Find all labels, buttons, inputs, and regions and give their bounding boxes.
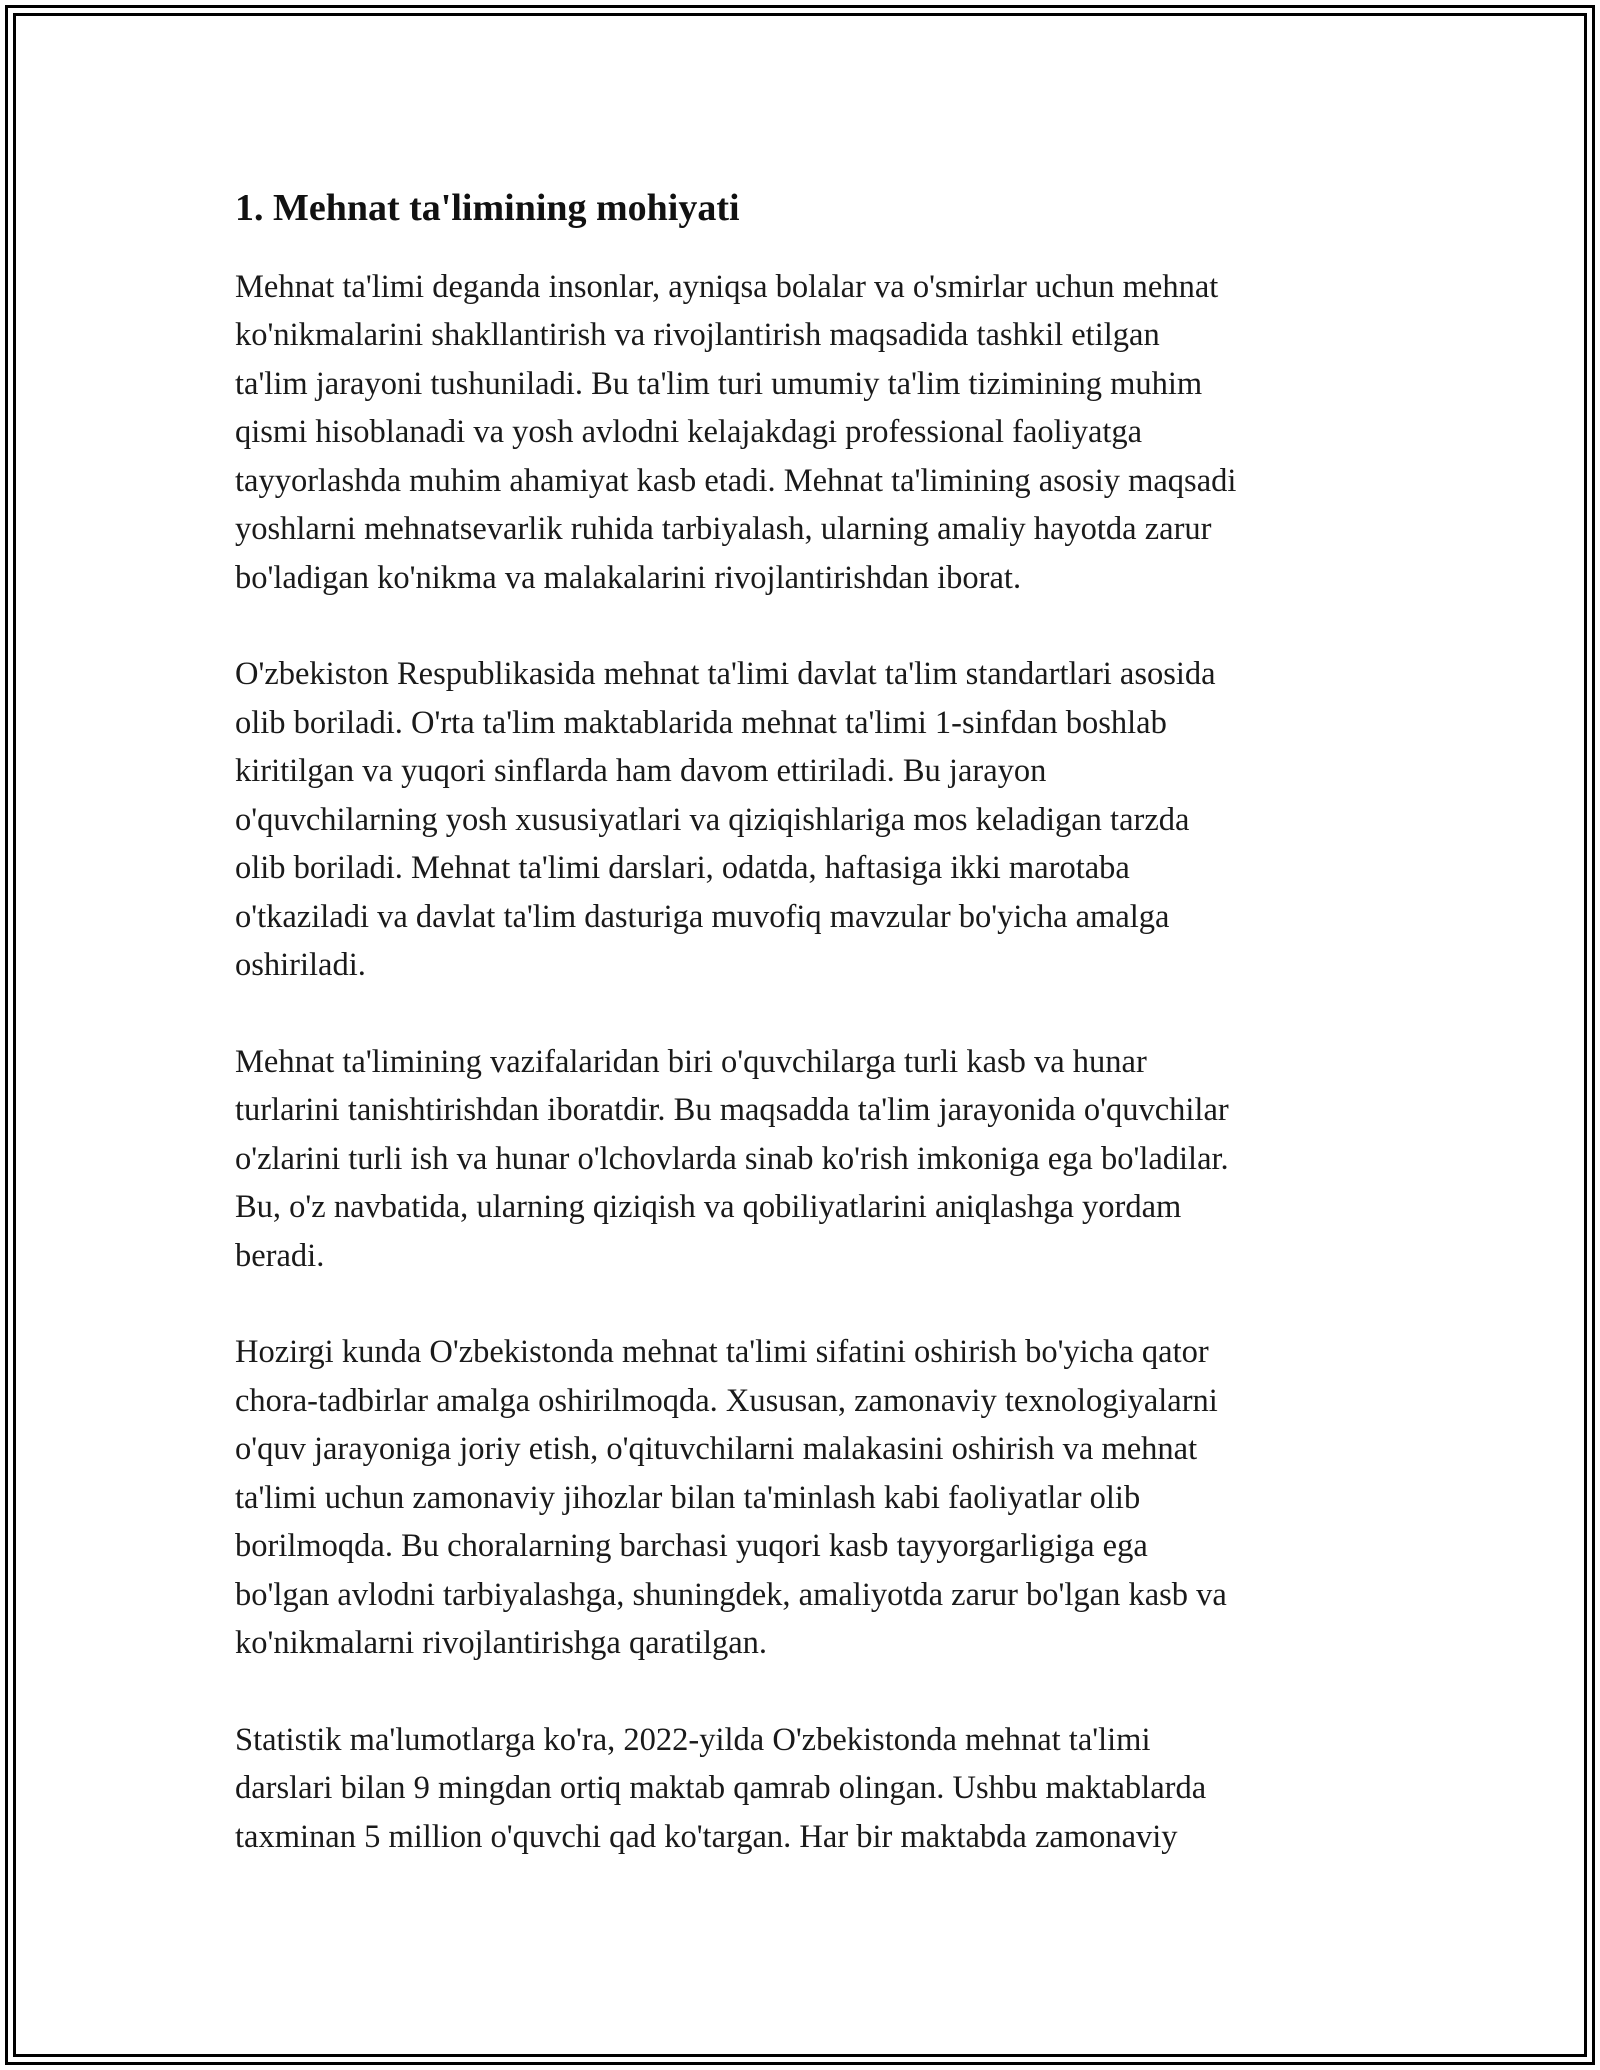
document-body bbox=[235, 185, 1380, 1909]
paragraph-2: O'zbekiston Respublikasida mehnat ta'limi davlat ta'lim standartlari asosida olib boriladi. O'rta ta'lim maktablarida mehnat ta'limi 1-sinfdan boshlab kiritilgan va yuqori sinflarda ham davom ettiriladi. Bu jarayon o'quvchilarning yosh xususiyatlari va qiziqishlariga mos keladigan tarzda olib boriladi. Mehnat ta'limi darslari, odatda, haftasiga ikki marotaba o'tkaziladi va davlat ta'lim dasturiga muvofiq mavzular bo'yicha amalga oshiriladi. bbox=[235, 656, 1216, 983]
paragraph-5: Statistik ma'lumotlarga ko'ra, 2022-yilda O'zbekistonda mehnat ta'limi darslari bilan 9 mingdan ortiq maktab qamrab olingan. Ushbu maktablarda taxminan 5 million o'quvchi qad ko'targan. Har bir maktabda zamonaviy bbox=[235, 1721, 1207, 1855]
paragraph-3: Mehnat ta'limining vazifalaridan biri o'quvchilarga turli kasb va hunar turlarini tanishtirishdan iboratdir. Bu maqsadda ta'lim jarayonida o'quvchilar o'zlarini turli ish va hunar o'lchovlarda sinab ko'rish imkoniga ega bo'ladilar. Bu, o'z navbatida, ularning qiziqish va qobiliyatlarini aniqlashga yordam beradi. bbox=[235, 1043, 1229, 1274]
section-title: 1. Mehnat ta'limining mohiyati bbox=[235, 187, 740, 229]
paragraph-4: Hozirgi kunda O'zbekistonda mehnat ta'limi sifatini oshirish bo'yicha qator chora-tadbirlar amalga oshirilmoqda. Xususan, zamonaviy texnologiyalarni o'quv jarayoniga joriy etish, o'qituvchilarni malakasini oshirish va mehnat ta'limi uchun zamonaviy jihozlar bilan ta'minlash kabi faoliyatlar olib borilmoqda. Bu choralarning barchasi yuqori kasb tayyorgarligiga ega bo'lgan avlodni tarbiyalashga, shuningdek, amaliyotda zarur bo'lgan kasb va ko'nikmalarni rivojlantirishga qaratilgan. bbox=[235, 1334, 1227, 1661]
paragraph-1: Mehnat ta'limi deganda insonlar, ayniqsa bolalar va o'smirlar uchun mehnat ko'nikmalarini shakllantirish va rivojlantirish maqsadida tashkil etilgan ta'lim jarayoni tushuniladi. Bu ta'lim turi umumiy ta'lim tizimining muhim qismi hisoblanadi va yosh avlodni kelajakdagi professional faoliyatga tayyorlashda muhim ahamiyat kasb etadi. Mehnat ta'limining asosiy maqsadi yoshlarni mehnatsevarlik ruhida tarbiyalash, ularning amaliy hayotda zarur bo'ladigan ko'nikma va malakalarini rivojlantirishdan iborat. bbox=[235, 268, 1237, 596]
